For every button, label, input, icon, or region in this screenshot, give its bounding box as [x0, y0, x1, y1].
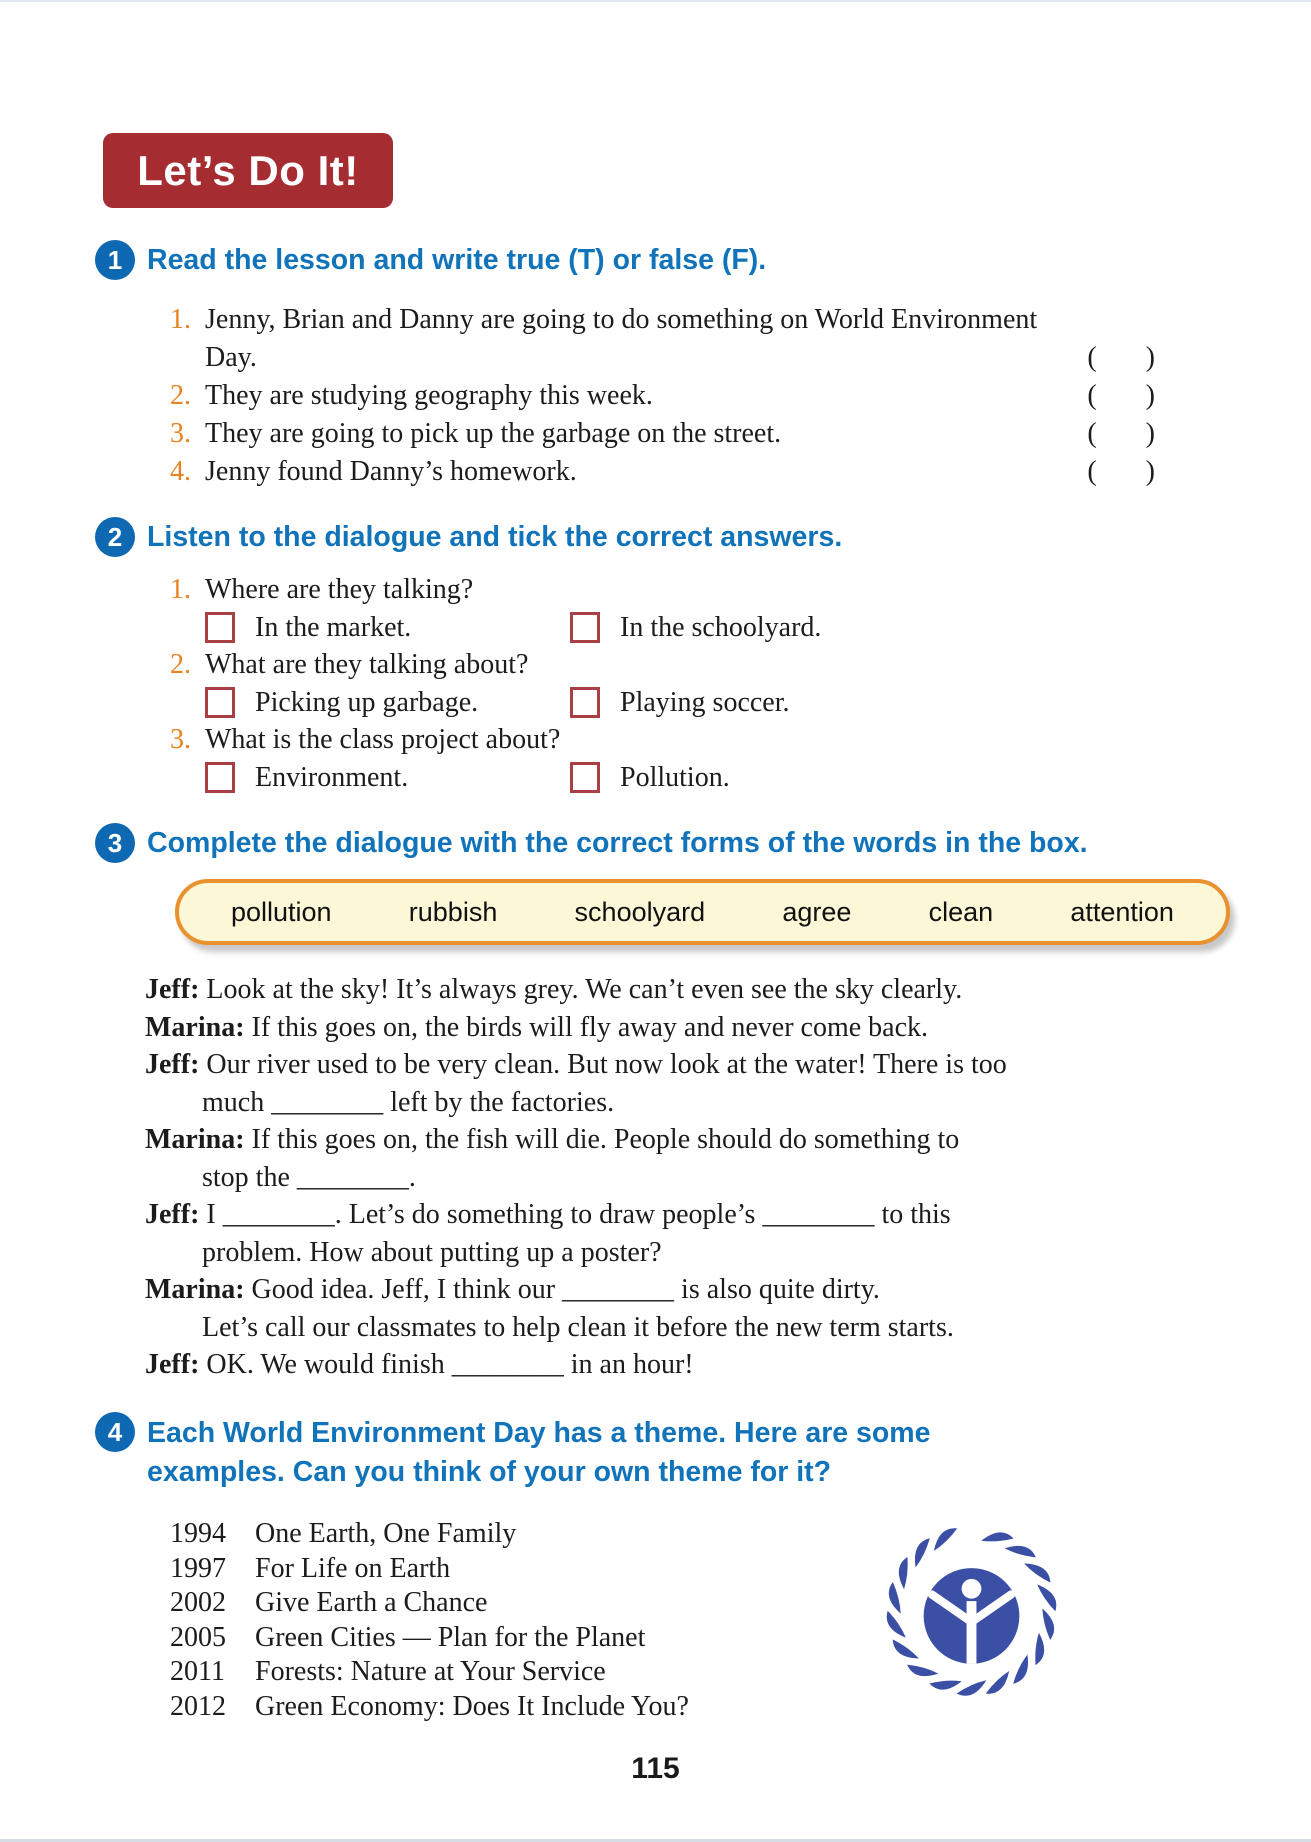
theme-text: Forests: Nature at Your Service	[255, 1656, 606, 1688]
tf-item-2	[170, 377, 1155, 415]
option	[570, 609, 821, 647]
question-number: 3.	[170, 724, 191, 755]
option	[570, 684, 790, 722]
word-box-word: agree	[782, 896, 852, 927]
option-label: Playing soccer.	[620, 686, 790, 718]
option	[205, 609, 570, 647]
option	[205, 684, 570, 722]
dialogue-line	[145, 971, 1251, 1009]
true-false-list	[170, 301, 1155, 491]
checkbox[interactable]	[570, 687, 600, 718]
section-2-header	[95, 517, 1155, 557]
dialogue-line	[145, 1046, 1251, 1084]
dialogue-line-continuation	[145, 1234, 1251, 1272]
speaker-name: Jeff:	[145, 1349, 200, 1380]
page-number: 115	[631, 1752, 680, 1785]
dialogue-text: I ________. Let’s do something to draw people’s ________ to this	[199, 1199, 951, 1230]
answer-parentheses: ( )	[1087, 456, 1155, 487]
tf-item-4	[170, 453, 1155, 491]
section-1-number-badge: 1	[95, 240, 135, 280]
question-text: Where are they talking?	[205, 574, 474, 605]
question-3	[170, 721, 1155, 759]
section-1	[95, 240, 1155, 491]
speaker-name: Jeff:	[145, 974, 200, 1005]
dialogue-text: stop the ________.	[202, 1161, 416, 1193]
dialogue-text: OK. We would finish ________ in an hour!	[199, 1349, 694, 1380]
page-edge-top	[0, 0, 1311, 2]
dialogue-line	[145, 1009, 1251, 1047]
word-box-word: rubbish	[408, 896, 498, 927]
section-3-title: Complete the dialogue with the correct forms of the words in the box.	[147, 827, 1088, 859]
question-1	[170, 571, 1155, 609]
answer-parentheses: ( )	[1087, 418, 1155, 449]
word-box-word: schoolyard	[574, 896, 706, 927]
unep-emblem-icon	[858, 1512, 1085, 1710]
option	[570, 759, 730, 797]
dialogue-text: Look at the sky! It’s always grey. We can’t even see the sky clearly.	[199, 974, 963, 1005]
question-2	[170, 646, 1155, 684]
section-1-header	[95, 240, 1155, 280]
section-4-title-line2: examples. Can you think of your own theme for it?	[147, 1456, 832, 1488]
item-text: They are studying geography this week.	[205, 380, 653, 411]
speaker-name: Jeff:	[145, 1199, 200, 1230]
question-text: What is the class project about?	[205, 724, 561, 755]
section-2	[95, 517, 1155, 796]
dialogue-text: Let’s call our classmates to help clean it before the new term starts.	[202, 1311, 954, 1343]
dialogue-line-continuation	[145, 1159, 1251, 1197]
item-number: 1.	[170, 304, 191, 335]
theme-year: 2012	[170, 1690, 226, 1722]
answer-parentheses: ( )	[1087, 380, 1155, 411]
checkbox[interactable]	[570, 612, 600, 643]
option-label: Environment.	[255, 761, 409, 793]
option	[205, 759, 570, 797]
dialogue	[145, 971, 1251, 1384]
item-number: 2.	[170, 380, 191, 411]
word-box	[175, 879, 1230, 945]
item-text: Jenny found Danny’s homework.	[205, 456, 577, 487]
question-3-options	[205, 759, 1155, 797]
question-number: 2.	[170, 649, 191, 680]
checkbox[interactable]	[205, 762, 235, 793]
section-4-title-line1: Each World Environment Day has a theme. Here are some	[147, 1417, 931, 1449]
speaker-name: Marina:	[145, 1124, 245, 1155]
dialogue-line	[145, 1196, 1251, 1234]
dialogue-line	[145, 1346, 1251, 1384]
theme-text: Green Economy: Does It Include You?	[255, 1690, 689, 1722]
question-2-options	[205, 684, 1155, 722]
word-box-word: pollution	[231, 896, 332, 927]
theme-year: 1994	[170, 1518, 226, 1549]
theme-text: Green Cities — Plan for the Planet	[255, 1621, 646, 1653]
item-number: 4.	[170, 456, 191, 487]
option-label: In the schoolyard.	[620, 611, 822, 643]
speaker-name: Marina:	[145, 1011, 245, 1043]
section-2-number-badge: 2	[95, 517, 135, 557]
speaker-name: Jeff:	[145, 1049, 200, 1080]
option-label: Pollution.	[620, 761, 730, 793]
option-label: In the market.	[255, 611, 412, 643]
dialogue-text: If this goes on, the fish will die. People should do something to	[244, 1124, 960, 1155]
dialogue-line	[145, 1271, 1251, 1309]
section-2-title: Listen to the dialogue and tick the correct answers.	[147, 521, 843, 553]
item-text: They are going to pick up the garbage on the street.	[205, 418, 782, 449]
section-3-number-badge: 3	[95, 823, 135, 863]
dialogue-line-continuation	[145, 1309, 1251, 1347]
checkbox[interactable]	[205, 612, 235, 643]
section-4-number-badge: 4	[95, 1412, 135, 1452]
question-number: 1.	[170, 574, 191, 605]
word-box-word: clean	[928, 896, 994, 927]
checkbox[interactable]	[570, 762, 600, 793]
item-text-line2: Day.	[205, 342, 257, 373]
tf-item-1	[170, 301, 1155, 377]
speaker-name: Marina:	[145, 1274, 245, 1305]
dialogue-text: Our river used to be very clean. But now look at the water! There is too	[199, 1049, 1007, 1080]
dialogue-line-continuation	[145, 1084, 1251, 1122]
tf-item-3	[170, 415, 1155, 453]
lets-do-it-banner	[103, 133, 393, 208]
answer-parentheses: ( )	[1087, 342, 1155, 373]
section-4-header	[95, 1412, 1155, 1491]
question-text: What are they talking about?	[205, 649, 529, 680]
question-1-options	[205, 609, 1155, 647]
dialogue-text: much ________ left by the factories.	[202, 1086, 615, 1118]
item-text-line1: Jenny, Brian and Danny are going to do something on World Environment	[205, 304, 1038, 335]
dialogue-line	[145, 1121, 1251, 1159]
theme-text: For Life on Earth	[255, 1552, 451, 1584]
item-number: 3.	[170, 418, 191, 449]
option-label: Picking up garbage.	[255, 686, 479, 718]
theme-year: 1997	[170, 1552, 226, 1584]
checkbox[interactable]	[205, 687, 235, 718]
theme-text: One Earth, One Family	[255, 1518, 517, 1549]
dialogue-text: If this goes on, the birds will fly away and never come back.	[244, 1011, 929, 1043]
theme-year: 2011	[170, 1656, 225, 1688]
section-1-title: Read the lesson and write true (T) or false (F).	[147, 244, 767, 276]
theme-year: 2002	[170, 1587, 226, 1619]
section-3-header	[95, 823, 1251, 863]
dialogue-text: Good idea. Jeff, I think our ________ is also quite dirty.	[244, 1274, 880, 1305]
theme-text: Give Earth a Chance	[255, 1587, 488, 1619]
word-box-word: attention	[1070, 896, 1174, 927]
banner-label: Let’s Do It!	[137, 146, 359, 194]
listening-questions	[95, 571, 1155, 796]
dialogue-text: problem. How about putting up a poster?	[202, 1236, 662, 1268]
section-3	[95, 823, 1251, 1384]
section-4-title	[147, 1412, 931, 1491]
theme-year: 2005	[170, 1621, 226, 1653]
